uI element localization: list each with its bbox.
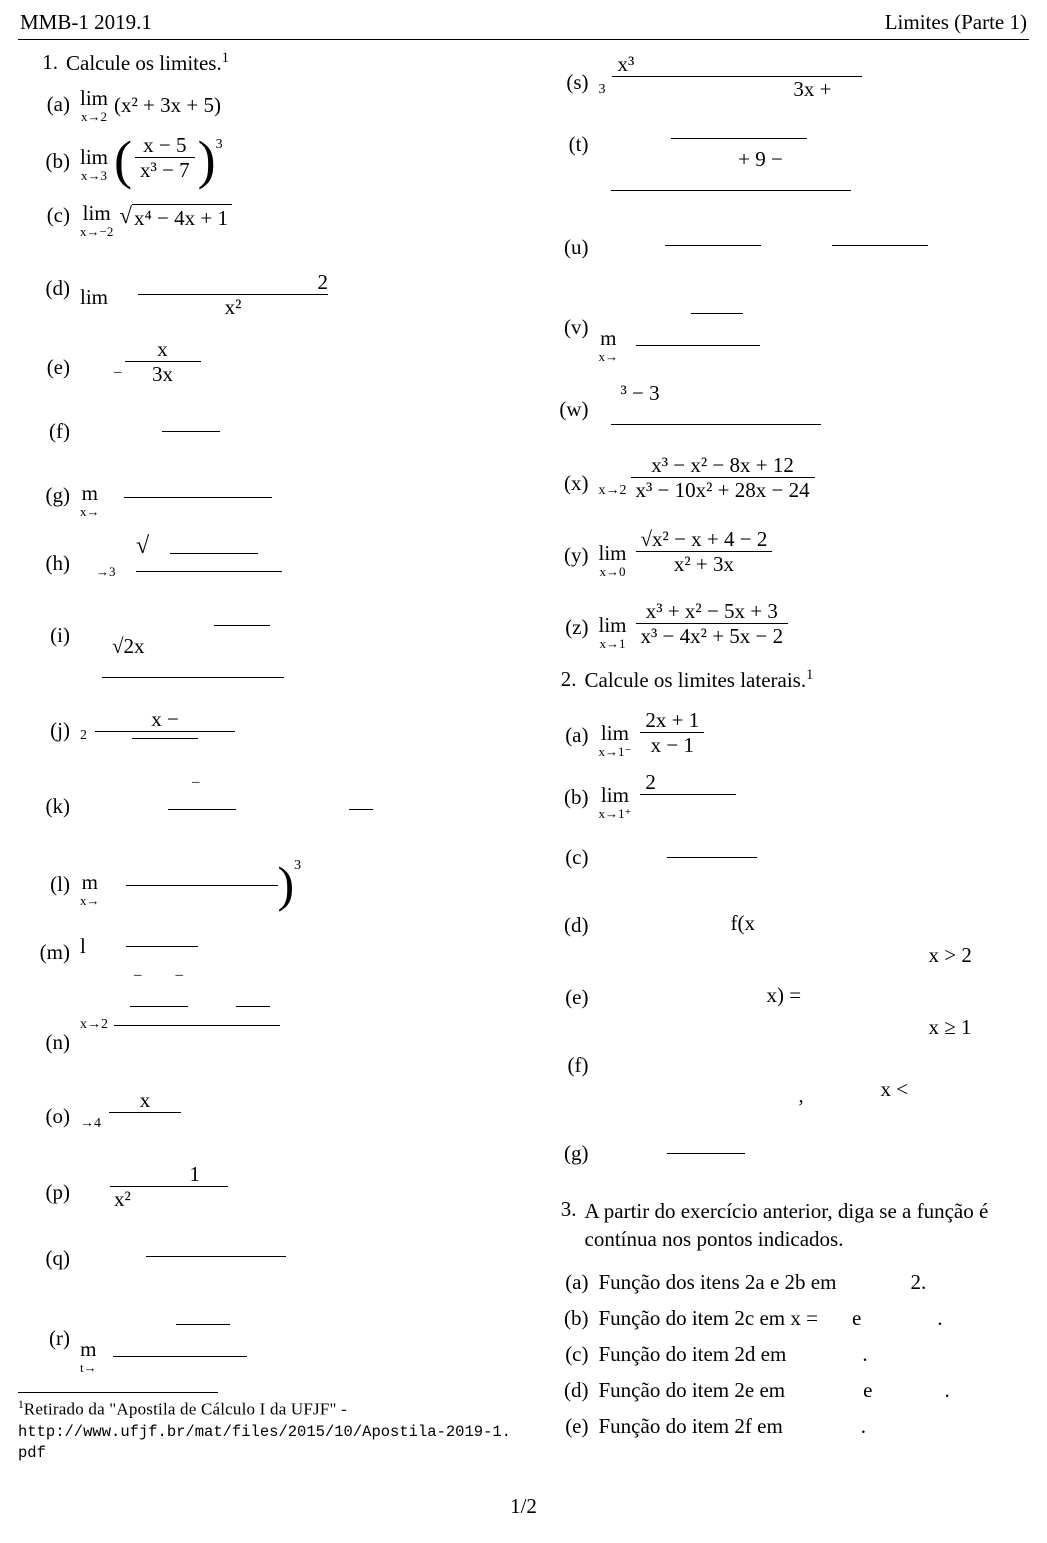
item-1l-limit-sub: x→ [80, 893, 100, 909]
item-2d-function: f(x [730, 911, 755, 935]
item-1s-fraction [612, 52, 862, 101]
item-1w-label: (w) [559, 397, 589, 421]
item-1f [18, 409, 511, 453]
page-number: 1/2 [510, 1494, 537, 1518]
item-1t-numerator: + 9 − [738, 147, 783, 171]
item-3c [537, 1340, 1030, 1376]
item-2d [537, 907, 1030, 969]
item-1c-label: (c) [46, 203, 70, 227]
item-1q-blank-rule [146, 1256, 286, 1257]
item-1u [537, 225, 1030, 271]
item-1r-label: (r) [49, 1326, 70, 1351]
item-2a-denominator: x − 1 [650, 733, 694, 757]
item-1d-denominator: x² [224, 295, 242, 320]
limit-operator: lim x→1 [598, 613, 627, 651]
item-1h [18, 533, 511, 589]
limit-operator: lim x→−2 [80, 201, 114, 239]
item-1x-denominator: x³ − 10x² + 28x − 24 [635, 478, 810, 503]
item-1c-limit-sub: x→−2 [80, 224, 114, 239]
item-2g [537, 1133, 1030, 1179]
item-1b-denominator: x³ − 7 [140, 158, 190, 183]
item-1j-fraction [95, 707, 235, 739]
item-3e-end: . [860, 1413, 867, 1438]
item-1e-prefix: – [114, 364, 122, 381]
item-2b-denominator [681, 795, 696, 819]
item-1a-label: (a) [46, 92, 70, 116]
item-1e-denominator: 3x [152, 362, 173, 387]
item-1d-label: (d) [45, 276, 70, 300]
item-1n-rule-2 [236, 1006, 270, 1007]
header-divider [18, 39, 1029, 40]
item-1n-fraction-bar [114, 1025, 280, 1026]
item-1f-label: (f) [49, 419, 70, 444]
item-2f-condition: x < [880, 1077, 909, 1101]
exercise-2-title: Calcule os limites laterais. [584, 668, 807, 692]
item-3e-text: Função do item 2f em [598, 1413, 783, 1438]
item-1z-numerator: x³ + x² − 5x + 3 [645, 598, 778, 623]
item-3c-label: (c) [565, 1341, 589, 1366]
item-1y [537, 523, 1030, 585]
item-1m-prefix: l [80, 934, 86, 959]
item-1v-fraction-bar [636, 345, 760, 346]
item-1i [18, 605, 511, 684]
item-1s-label: (s) [566, 70, 589, 94]
item-1t [537, 118, 1030, 197]
item-3a-point: 2. [910, 1269, 927, 1294]
exercise-3 [537, 1197, 1030, 1254]
item-1q [18, 1236, 511, 1282]
exercise-2 [537, 667, 1030, 693]
item-3a-text: Função dos itens 2a e 2b em [598, 1269, 837, 1294]
item-1b-limit-sub: x→3 [81, 168, 107, 184]
item-1k [18, 772, 511, 828]
item-1n-label: (n) [45, 1030, 70, 1055]
item-1t-fraction-bar [611, 190, 851, 191]
item-1l-exponent: 3 [294, 858, 302, 874]
item-2g-blank-rule [667, 1153, 745, 1154]
exercise-2-number: 2. [560, 667, 577, 691]
item-1o-limit-sub: →4 [80, 1115, 101, 1131]
item-1b-label: (b) [45, 149, 70, 173]
item-1u-rule-1 [665, 245, 761, 246]
item-1d-numerator: 2 [317, 270, 329, 294]
item-1i-fraction-bar [102, 677, 284, 678]
item-1p-label: (p) [45, 1180, 70, 1205]
item-1c-radicand: x⁴ − 4x + 1 [132, 204, 232, 231]
item-1h-limit-sub: →3 [96, 564, 116, 580]
item-2c-label: (c) [565, 845, 589, 869]
item-1l [18, 856, 511, 912]
item-1k-dash: – [192, 774, 200, 791]
exercise-3-title: A partir do exercício anterior, diga se a função é contínua nos pontos indicados. [584, 1199, 989, 1252]
item-3b [537, 1304, 1030, 1340]
limit-operator [96, 564, 116, 578]
item-3d-label: (d) [564, 1377, 589, 1402]
item-1j-denominator-blank [132, 738, 198, 739]
item-1w-fraction-bar [611, 424, 821, 425]
item-2b-limit-sub: x→1⁺ [598, 806, 632, 821]
item-1g-label: (g) [45, 483, 70, 508]
square-root: √ x⁴ − 4x + 1 [119, 204, 232, 231]
item-2f [537, 1047, 1030, 1133]
item-1b-numerator: x − 5 [143, 133, 187, 157]
page-header [18, 10, 1029, 39]
item-1p-numerator: 1 [189, 1162, 200, 1187]
item-1h-radical-sign: √ [136, 533, 150, 560]
item-1e-fraction [125, 337, 201, 386]
item-2a-label: (a) [565, 723, 589, 747]
exercise-2-footnote-ref: 1 [806, 667, 814, 683]
exercise-1-footnote-ref: 1 [221, 50, 229, 66]
item-1p-denominator: x² [114, 1187, 131, 1212]
item-1v-label: (v) [564, 315, 589, 339]
item-1z-fraction [636, 599, 789, 648]
item-1z-denominator: x³ − 4x² + 5x − 2 [640, 624, 784, 648]
footnote-text: Retirado da "Apostila de Cálculo I da UFJF" - [23, 1399, 347, 1419]
item-1q-label: (q) [45, 1246, 70, 1271]
item-1e [18, 335, 511, 393]
item-1g-limit-sub: x→ [80, 504, 100, 520]
item-3a [537, 1268, 1030, 1304]
item-1o-denominator [137, 1113, 152, 1137]
item-3b-end: . [937, 1305, 943, 1330]
limit-operator: lim x→2 [80, 86, 109, 124]
item-1x-limit-sub: x→2 [598, 482, 627, 498]
left-paren: ( [114, 130, 132, 191]
item-2g-label: (g) [564, 1141, 589, 1165]
fraction-bar [95, 731, 235, 732]
item-1c [18, 195, 511, 238]
item-1r-limit-sub: t→ [80, 1360, 97, 1376]
item-1s-numerator: x³ [617, 52, 635, 76]
item-1h-radical-bar [170, 553, 258, 554]
item-1e-numerator: x [157, 337, 168, 362]
item-2f-label: (f) [567, 1053, 589, 1077]
item-1y-denominator: x² + 3x [673, 552, 735, 576]
item-2a-limit-sub: x→1⁻ [598, 744, 632, 759]
item-1h-label: (h) [45, 551, 70, 576]
item-1k-rule-1 [168, 809, 236, 810]
item-1a-limit-sub: x→2 [81, 109, 107, 124]
item-1j [18, 700, 511, 760]
item-1e-label: (e) [46, 355, 70, 380]
item-2d-label: (d) [564, 913, 589, 937]
item-3b-text: Função do item 2c em x = [598, 1305, 818, 1330]
item-3e-label: (e) [565, 1413, 589, 1438]
two-column-body [18, 50, 1029, 1448]
item-2b [537, 767, 1030, 823]
footnote [18, 1392, 515, 1465]
item-1x-numerator: x³ − x² − 8x + 12 [651, 453, 794, 477]
item-2e-function: x) = [766, 983, 802, 1007]
item-2c [537, 837, 1030, 883]
item-1i-label: (i) [50, 623, 70, 648]
limit-operator: m x→ [80, 870, 100, 909]
item-3c-end: . [862, 1341, 868, 1366]
limit-operator: lim x→0 [598, 541, 627, 579]
item-1m [18, 932, 511, 984]
item-2b-label: (b) [564, 785, 589, 809]
item-1b-fraction [135, 133, 195, 182]
item-1n [18, 1004, 511, 1066]
item-2b-fraction [640, 770, 736, 819]
item-3d [537, 1376, 1030, 1412]
item-1u-rule-2 [832, 245, 928, 246]
item-1s-denominator: 3x + [793, 77, 832, 102]
item-1m-label: (m) [39, 940, 70, 965]
item-1z-limit-sub: x→1 [599, 636, 626, 651]
item-1x [537, 451, 1030, 513]
item-1k-label: (k) [45, 794, 70, 819]
item-1u-label: (u) [564, 235, 589, 259]
item-1j-limit-sub: 2 [80, 728, 87, 744]
item-1l-label: (l) [50, 872, 70, 897]
limit-operator: lim x→1⁻ [598, 721, 632, 759]
exercise-1-title: Calcule os limites. [66, 51, 222, 75]
item-1r-fraction-bar [113, 1356, 247, 1357]
item-1d [18, 252, 511, 319]
limit-operator: lim x→1⁺ [598, 783, 632, 821]
header-left: MMB-1 2019.1 [20, 10, 152, 34]
footnote-divider [18, 1392, 218, 1393]
item-2e-label: (e) [565, 985, 589, 1009]
item-1j-label: (j) [50, 718, 70, 743]
item-1x-fraction [631, 453, 815, 502]
item-1t-top-rule [671, 138, 807, 139]
item-1r-top-rule [176, 1324, 230, 1325]
limit-operator: lim x→3 [80, 145, 109, 184]
item-1p [18, 1160, 511, 1220]
item-1d-fraction [138, 254, 328, 319]
item-2a-numerator: 2x + 1 [645, 707, 700, 732]
item-1n-limit-sub: x→2 [80, 1017, 108, 1033]
footnote-url[interactable]: http://www.ufjf.br/mat/files/2015/10/Apostila-2019-1.pdf [18, 1422, 511, 1463]
item-1f-blank-rule [162, 431, 220, 432]
item-1y-numerator: √x² − x + 4 − 2 [640, 526, 768, 551]
limit-operator: m x→ [598, 326, 618, 364]
item-2c-blank-rule [667, 857, 757, 858]
item-1d-lim: lim [80, 285, 109, 310]
item-1m-blank-rule [126, 946, 198, 947]
header-right: Limites (Parte 1) [884, 10, 1027, 34]
item-1p-fraction [110, 1162, 228, 1211]
exercise-3-number: 3. [560, 1197, 577, 1221]
right-paren: ) [197, 130, 216, 191]
item-1o-fraction [109, 1088, 181, 1137]
item-2d-condition: x > 2 [928, 943, 972, 967]
item-1z-label: (z) [565, 615, 589, 639]
item-2e [537, 979, 1030, 1041]
item-1l-blank-rule [126, 885, 278, 886]
item-1s [537, 50, 1030, 116]
item-1x-label: (x) [564, 471, 589, 495]
item-1a-expression: (x² + 3x + 5) [114, 93, 221, 117]
item-1m-dashes: – – [134, 967, 183, 984]
item-2a-fraction [640, 708, 704, 757]
item-1o-numerator: x [139, 1088, 151, 1113]
item-1y-label: (y) [564, 543, 589, 567]
item-2e-condition: x ≥ 1 [928, 1015, 972, 1039]
left-column [18, 50, 511, 1382]
item-1w [537, 379, 1030, 435]
right-column [537, 50, 1030, 1448]
right-paren: ) [277, 855, 295, 912]
item-1g-blank-rule [124, 497, 272, 498]
item-1v-limit-sub: x→ [598, 349, 618, 364]
item-1i-numerator: √2x [112, 634, 145, 659]
footnote-marker: 1 [18, 1398, 24, 1412]
item-1b-exponent: 3 [215, 137, 223, 152]
item-1s-limit-sub: 3 [598, 81, 606, 97]
item-2a [537, 705, 1030, 761]
item-1n-rule-1 [130, 1006, 188, 1007]
item-1h-blank-rule [136, 571, 282, 572]
item-1y-limit-sub: x→0 [599, 564, 626, 579]
item-3b-conn: e [851, 1305, 862, 1330]
item-1a [18, 86, 511, 123]
item-1o-label: (o) [45, 1104, 70, 1129]
item-1z [537, 595, 1030, 657]
item-1v-top-rule [691, 313, 743, 314]
item-3b-label: (b) [564, 1305, 589, 1330]
item-1r [18, 1304, 511, 1374]
item-1g [18, 475, 511, 519]
item-1y-fraction [636, 527, 773, 576]
limit-operator: m t→ [80, 1337, 97, 1376]
item-3d-conn: e [863, 1377, 873, 1402]
item-3c-text: Função do item 2d em [598, 1341, 787, 1366]
item-3d-text: Função do item 2e em [598, 1377, 786, 1402]
item-3e [537, 1412, 1030, 1448]
item-1i-top-rule [214, 625, 270, 626]
item-1k-rule-2 [349, 809, 373, 810]
exercise-1-number: 1. [42, 50, 58, 74]
item-2b-numerator: 2 [645, 769, 656, 794]
limit-operator: m x→ [80, 481, 100, 520]
item-3d-end: . [944, 1377, 950, 1402]
exercise-1 [18, 50, 511, 76]
item-1b [18, 130, 511, 191]
item-3a-label: (a) [565, 1269, 589, 1294]
item-1v [537, 293, 1030, 363]
item-1o [18, 1086, 511, 1142]
item-1j-numerator: x − [151, 707, 179, 732]
item-1w-numerator: ³ − 3 [620, 381, 660, 405]
item-2f-comma: , [798, 1083, 804, 1107]
item-1t-label: (t) [568, 132, 589, 156]
